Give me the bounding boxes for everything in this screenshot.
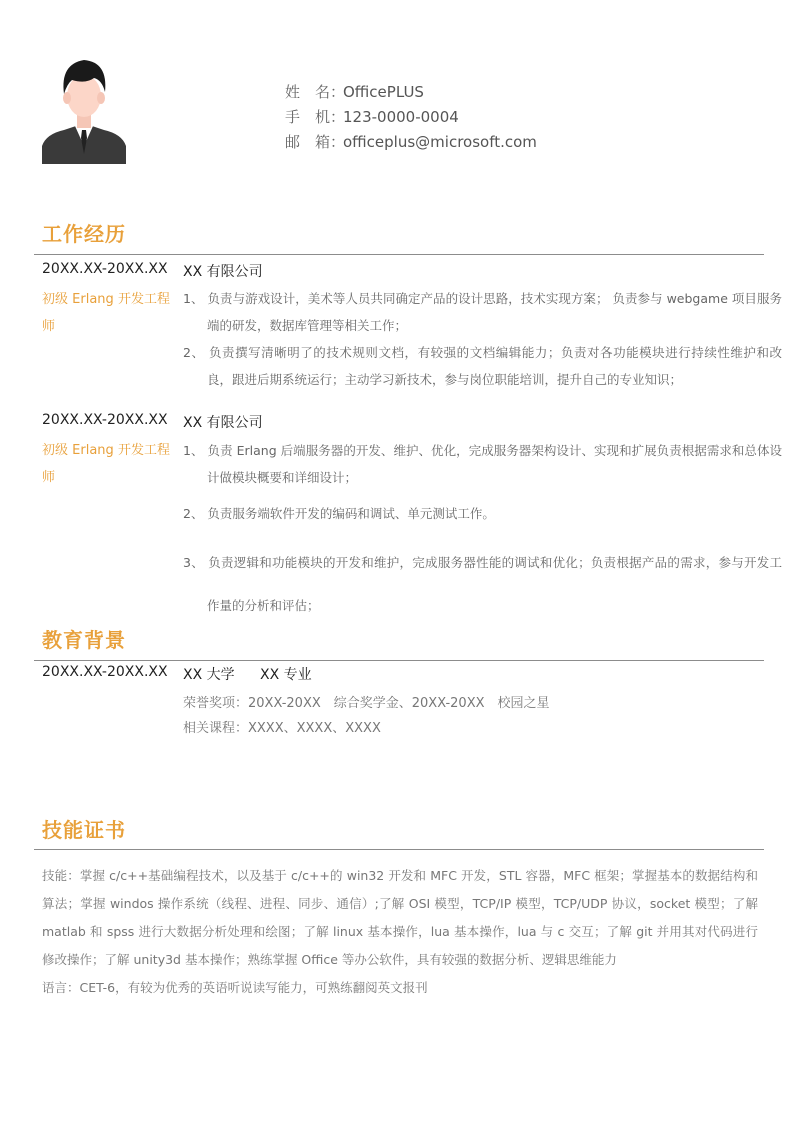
- name-row: [285, 80, 537, 105]
- phone-value: 123-0000-0004: [343, 108, 459, 126]
- phone-label: 手 机：: [285, 108, 346, 126]
- job-2-duty-2: 2、 负责服务端软件开发的编码和调试、单元测试工作。: [183, 506, 495, 521]
- job-1-company: XX 有限公司: [183, 264, 263, 280]
- name-label: 姓 名：: [285, 83, 346, 101]
- work-divider: [34, 254, 764, 255]
- education-school: XX 大学: [183, 667, 235, 683]
- job-1-period: 20XX.XX-20XX.XX: [42, 261, 168, 277]
- education-major: XX 专业: [260, 667, 312, 683]
- name-value: OfficePLUS: [343, 83, 424, 101]
- job-2-duty-3: 3、 负责逻辑和功能模块的开发和维护，完成服务器性能的调试和优化；负责根据产品的需求，参与开发工作量的分析和评估；: [183, 555, 782, 613]
- education-divider: [34, 660, 764, 661]
- job-2-duty-1: 1、 负责 Erlang 后端服务器的开发、维护、优化，完成服务器架构设计、实现和扩展负责根据需求和总体设计做模块概要和详细设计；: [183, 443, 782, 485]
- job-1-duty-1: 1、 负责与游戏设计，美术等人员共同确定产品的设计思路，技术实现方案； 负责参与 webgame 项目服务端的研发，数据库管理等相关工作；: [183, 291, 782, 333]
- education-courses: 相关课程：XXXX、XXXX、XXXX: [183, 721, 381, 736]
- skills-divider: [34, 849, 764, 850]
- skills-section-title: 技能证书: [42, 818, 126, 842]
- contact-info: [285, 80, 537, 155]
- education-honors: 荣誉奖项：20XX-20XX 综合奖学金、20XX-20XX 校园之星: [183, 696, 550, 711]
- language-text: 语言：CET-6，有较为优秀的英语听说读写能力，可熟练翻阅英文报刊: [42, 980, 428, 995]
- avatar: [42, 50, 126, 164]
- skills-text: 技能：掌握 c/c++基础编程技术，以及基于 c/c++的 win32 开发和 MFC 开发，STL 容器，MFC 框架；掌握基本的数据结构和算法；掌握 windos 操作系统（线程、进程、同步、通信）;了解 OSI 模型，TCP/IP 模型，TCP/UDP 协议，socket 模型；了解 matlab 和 spss 进行大数据分析处理和绘图；了解 linux 基本操作，lua 基本操作，lua 与 c 交互；了解 git 并用其对代码进行修改操作；了解 unity3d 基本操作；熟练掌握 Office 等办公软件，具有较强的数据分析、逻辑思维能力: [42, 868, 758, 967]
- skills-block: [42, 862, 758, 1002]
- email-value: officeplus@microsoft.com: [343, 133, 537, 151]
- education-section-title: 教育背景: [42, 628, 126, 652]
- work-section-title: 工作经历: [42, 222, 126, 246]
- person-avatar-icon: [42, 50, 126, 164]
- email-row: [285, 130, 537, 155]
- job-2-period: 20XX.XX-20XX.XX: [42, 412, 168, 428]
- phone-row: [285, 105, 537, 130]
- job-1-role: 初级 Erlang 开发工程师: [42, 292, 170, 334]
- education-period: 20XX.XX-20XX.XX: [42, 664, 168, 680]
- job-2-role: 初级 Erlang 开发工程师: [42, 443, 170, 485]
- job-1-duty-2: 2、 负责撰写清晰明了的技术规则文档，有较强的文档编辑能力；负责对各功能模块进行持续性维护和改良，跟进后期系统运行；主动学习新技术，参与岗位职能培训，提升自己的专业知识；: [183, 345, 782, 387]
- job-2-company: XX 有限公司: [183, 415, 263, 431]
- email-label: 邮 箱：: [285, 133, 346, 151]
